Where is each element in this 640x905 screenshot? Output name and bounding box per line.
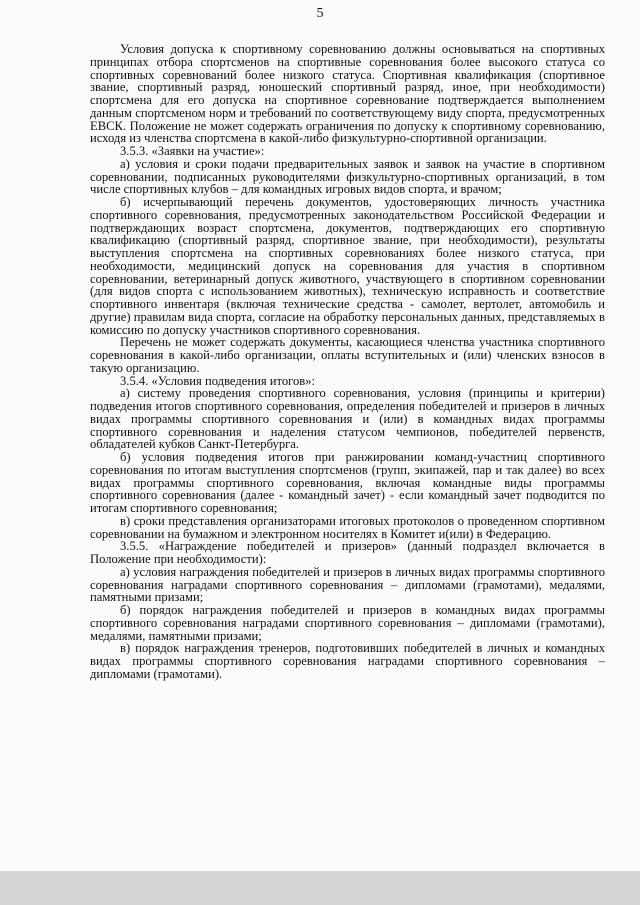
paragraph-3-5-3-b: б) исчерпывающий перечень документов, удостоверяющих личность участника спортивного соревнования, предусмотренных законодательством Российской Федерации и подтверждающих возраст спортсмена, документов, подтверждающих его спортивную квалификацию (спортивный разряд, спортивное звание, при необходимости), результаты выступления спортсмена на спортивных соревнованиях более низкого статуса, при необходимости, медицинский допуск на соревнования для участия в спортивном соревновании, ветеринарный допуск животного, участвующего в спортивном соревновании (для видов спорта с использованием животных), техническую исправность и соответствие спортивного инвентаря (включая технические средства - самолет, вертолет, автомобиль и другие) правилам вида спорта, согласие на обработку персональных данных, представляемых в комиссию по допуску участников спортивного соревнования. bbox=[90, 195, 605, 337]
paragraph-3-5-4-a: а) систему проведения спортивного соревнования, условия (принципы и критерии) подведения итогов спортивного соревнования, определения победителей и призеров в личных видах программы спортивного соревнования и (или) в командных видах программы спортивного соревнования и наделения статусом чемпионов, победителей первенств, обладателей кубков Санкт-Петербурга. bbox=[90, 386, 605, 452]
paragraph-3-5-5-v: в) порядок награждения тренеров, подготовивших победителей в личных и командных видах программы спортивного соревнования наградами спортивного соревнования – дипломами (грамотами). bbox=[90, 641, 605, 681]
paragraph-3-5-4-v: в) сроки представления организаторами итоговых протоколов о проведенном спортивном соревновании на бумажном и электронном носителях в Комитет и(или) в Федерацию. bbox=[90, 513, 605, 541]
paragraph-3-5-3-list-restriction: Перечень не может содержать документы, касающиеся членства участника спортивного соревнования в какой-либо организации, оплаты вступительных и (или) членских взносов в такую организацию. bbox=[90, 335, 605, 375]
page-number: 5 bbox=[316, 6, 324, 21]
section-heading-3-5-4: 3.5.4. «Условия подведения итогов»: bbox=[120, 373, 316, 388]
paragraph-admission-conditions: Условия допуска к спортивному соревнованию должны основываться на спортивных принципах отбора спортсменов на спортивные соревнования более высокого статуса со спортивных соревнований более низкого статуса. Спортивная квалификация (спортивное звание, спортивный разряд, юношеский спортивный разряд, иное, при необходимости) спортсмена для его допуска на спортивное соревнование подтверждается выполнением данным спортсменом норм и требований по соответствующему виду спорта, предусмотренных ЕВСК. Положение не может содержать ограничения по допуску к спортивному соревнованию, исходя из членства спортсмена в какой-либо физкультурно-спортивной организации. bbox=[90, 42, 605, 146]
paragraph-3-5-5-b: б) порядок награждения победителей и призеров в командных видах программы спортивного соревнования наградами спортивного соревнования – дипломами (грамотами), медалями, памятными призами; bbox=[90, 603, 605, 643]
scan-bottom-edge bbox=[0, 871, 640, 905]
section-heading-3-5-3: 3.5.3. «Заявки на участие»: bbox=[120, 144, 265, 158]
document-body bbox=[90, 43, 605, 681]
paragraph-3-5-4-b: б) условия подведения итогов при ранжировании команд-участниц спортивного соревнования по итогам выступления спортсменов (групп, экипажей, пар и так далее) во всех видах программы спортивного соревнования, включая командные виды программы спортивного соревнования (далее - командный зачет) - если командный зачет подводится по итогам спортивного соревнования; bbox=[90, 450, 605, 515]
paragraph-3-5-5-a: а) условия награждения победителей и призеров в личных видах программы спортивного соревнования наградами спортивного соревнования – дипломами (грамотами), медалями, памятными призами; bbox=[90, 564, 605, 605]
section-heading-3-5-5: 3.5.5. «Награждение победителей и призеров» (данный подраздел включается в Положение при необходимости): bbox=[90, 539, 605, 566]
paragraph-3-5-3-a: а) условия и сроки подачи предварительных заявок и заявок на участие в спортивном соревновании, подписанных руководителями физкультурно-спортивных организаций, в том числе спортивных клубов – для командных игровых видов спорта, и врачом; bbox=[90, 156, 605, 197]
